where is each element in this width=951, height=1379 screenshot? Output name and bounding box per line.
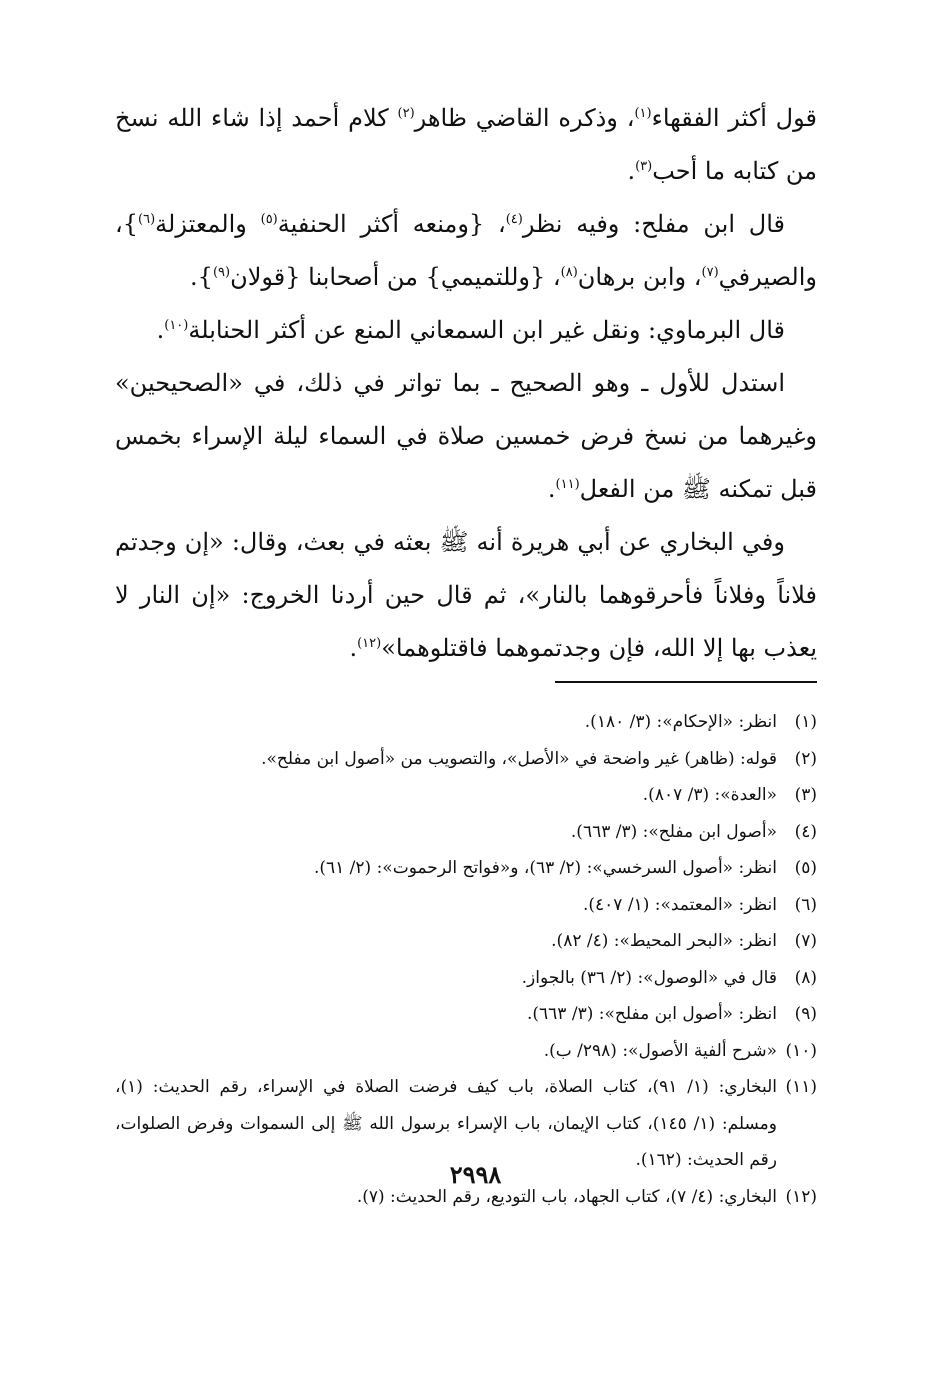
text-run: قال ابن مفلح: وفيه نظر [522, 210, 785, 238]
text-run: . [547, 475, 556, 503]
footnote-text: قال في «الوصول»: (٢/ ٣٦) بالجواز. [521, 967, 777, 988]
text-run: كلام أحمد إذا شاء الله نسخ من كتابه ما أحب [115, 104, 817, 185]
footnote-text: انظر: «أصول ابن مفلح»: (٣/ ٦٦٣). [526, 1004, 777, 1024]
footnote-ref-8[interactable]: (٨) [560, 265, 578, 280]
footnote-number: (٥) [794, 858, 817, 878]
text-run: قال البرماوي: ونقل غير ابن السمعاني المنع عن أكثر الحنابلة [188, 316, 785, 344]
main-text [115, 92, 817, 675]
footnote-text: البخاري: (٤/ ٧)، كتاب الجهاد، باب التوديع، رقم الحديث: (٧). [356, 1186, 777, 1207]
footnote-2 [115, 741, 817, 778]
text-run: والمعتزلة [155, 210, 261, 238]
footnote-text: «أصول ابن مفلح»: (٣/ ٦٦٣). [570, 821, 777, 842]
text-run: استدل للأول ـ وهو الصحيح ـ بما تواتر في ذلك، في «الصحيحين» وغيرهما من نسخ فرض خمسين صلاة في السماء ليلة الإسراء بخمس قبل تمكنه ﷺ من الفعل [115, 369, 817, 503]
paragraph-3 [115, 304, 817, 357]
footnote-number: (١) [794, 712, 817, 732]
footnote-text: انظر: «البحر المحيط»: (٤/ ٨٢). [551, 931, 777, 951]
footnote-ref-9[interactable]: (٩) [212, 265, 231, 280]
footnote-number: (٨) [794, 967, 817, 988]
footnote-number: (٧) [794, 931, 817, 951]
footnote-text: «العدة»: (٣/ ٨٠٧). [642, 785, 777, 805]
footnote-divider [555, 681, 817, 683]
text-run: ، وابن برهان [577, 263, 702, 291]
footnote-ref-6[interactable]: (٦) [138, 212, 156, 227]
text-run: ، وذكره القاضي ظاهر [414, 104, 635, 132]
footnote-text: انظر: «الإحكام»: (٣/ ١٨٠). [584, 712, 777, 732]
footnote-7 [115, 923, 817, 960]
footnote-text: انظر: «أصول السرخسي»: (٢/ ٦٣)، و«فواتح الرحموت»: (٢/ ٦١). [313, 858, 777, 878]
footnote-ref-7[interactable]: (٧) [701, 265, 719, 280]
text-run: وفي البخاري عن أبي هريرة أنه ﷺ بعثه في بعث، وقال: «إن وجدتم فلاناً وفلاناً فأحرقوهما بالنار»، ثم قال حين أردنا الخروج: «إن النار لا يعذب بها إلا الله، فإن وجدتموهما فاقتلوهما» [115, 528, 817, 662]
text-run: }. [190, 263, 213, 291]
footnote-list [115, 704, 817, 1215]
paragraph-2 [115, 198, 817, 304]
footnote-number: (٣) [794, 785, 817, 805]
footnote-text: انظر: «المعتمد»: (١/ ٤٠٧). [582, 894, 777, 915]
paragraph-5 [115, 516, 817, 675]
footnote-4 [115, 814, 817, 851]
footnote-text: البخاري: (١/ ٩١)، كتاب الصلاة، باب كيف فرضت الصلاة في الإسراء، رقم الحديث: (١)، ومسلم: (١/ ١٤٥)، كتاب الإيمان، باب الإسراء برسول الله ﷺ إلى السموات وفرض الصلوات، رقم الحديث: (١٦٢). [115, 1077, 777, 1170]
footnote-ref-5[interactable]: (٥) [260, 212, 278, 227]
footnote-ref-1[interactable]: (١) [634, 106, 652, 121]
footnote-number: (٦) [794, 894, 817, 915]
footnote-number: (٩) [794, 1004, 817, 1024]
footnote-9 [115, 996, 817, 1033]
footnote-text: قوله: (ظاهر) غير واضحة في «الأصل»، والتصويب من «أصول ابن مفلح». [261, 748, 777, 769]
footnote-ref-4[interactable]: (٤) [505, 212, 523, 227]
footnote-5 [115, 850, 817, 887]
text-run: . [156, 316, 165, 344]
footnote-number: (١٢) [785, 1186, 817, 1207]
text-run: }، والصيرفي [115, 210, 817, 291]
footnote-10 [115, 1033, 817, 1070]
text-run: قول أكثر الفقهاء [651, 104, 817, 132]
footnote-ref-12[interactable]: (١٢) [357, 636, 382, 651]
footnote-text: «شرح ألفية الأصول»: (٢٩٨/ ب). [543, 1040, 777, 1061]
paragraph-4 [115, 357, 817, 516]
footnote-number: (٤) [794, 821, 817, 842]
footnote-number: (١٠) [785, 1040, 817, 1061]
text-run: ، {وللتميمي} من أصحابنا {قولان [230, 263, 561, 291]
footnote-ref-2[interactable]: (٢) [397, 106, 415, 121]
page-number: ٢٩٩٨ [449, 1160, 502, 1189]
paragraph-1 [115, 92, 817, 198]
footnote-ref-11[interactable]: (١١) [555, 477, 580, 492]
footnote-6 [115, 887, 817, 924]
text-run: . [627, 157, 636, 185]
footnote-ref-10[interactable]: (١٠) [164, 318, 189, 333]
footnote-number: (١١) [785, 1077, 817, 1097]
text-run: . [349, 634, 358, 662]
footnote-8 [115, 960, 817, 997]
footnote-3 [115, 777, 817, 814]
footnote-number: (٢) [794, 748, 817, 769]
footnote-1 [115, 704, 817, 741]
text-run: ، {ومنعه أكثر الحنفية [277, 210, 506, 238]
footnote-ref-3[interactable]: (٣) [635, 159, 653, 174]
